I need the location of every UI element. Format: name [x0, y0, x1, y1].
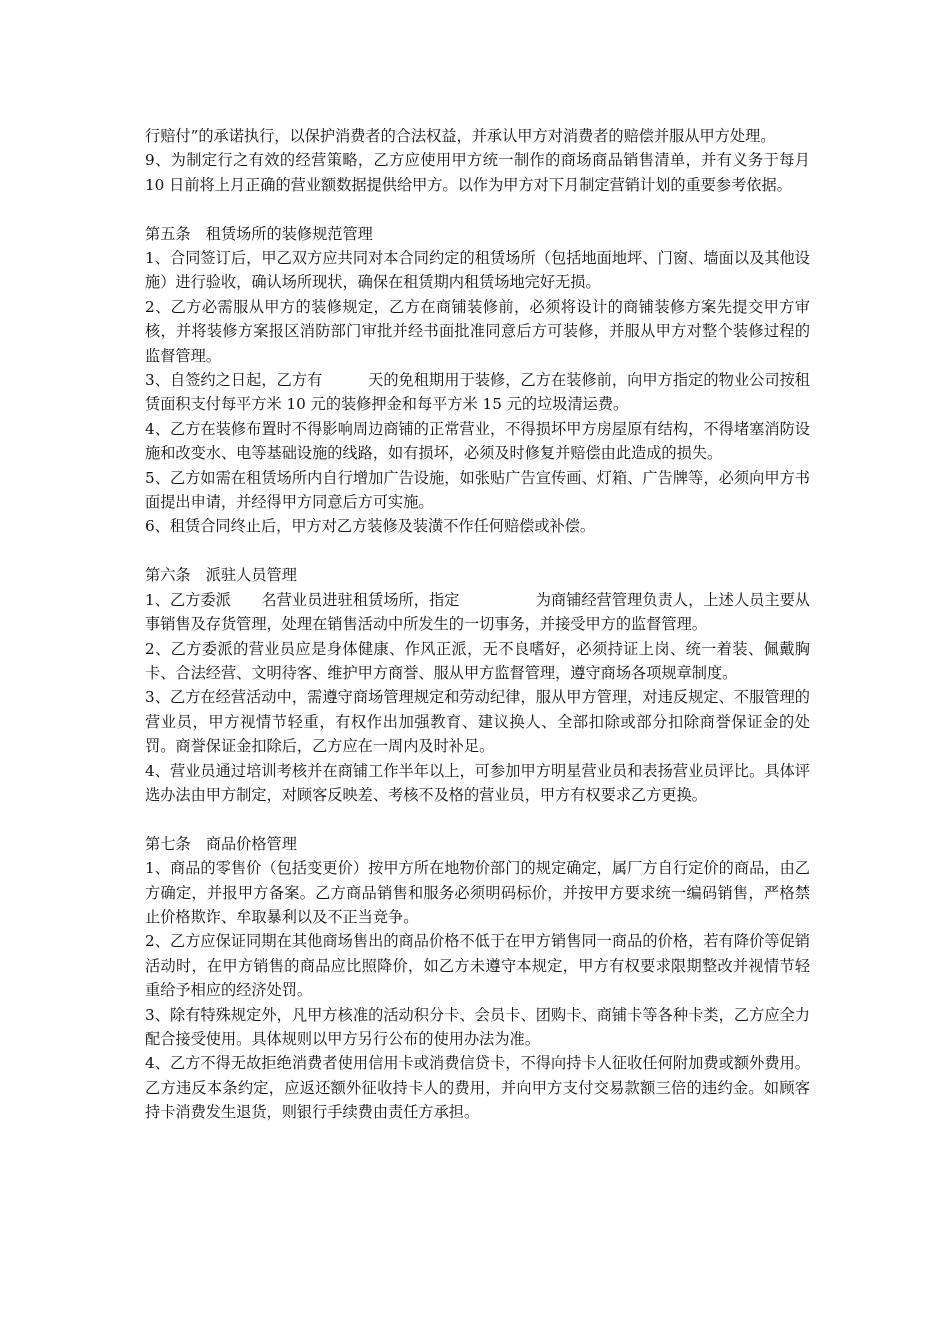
paragraph: 9、为制定行之有效的经营策略，乙方应使用甲方统一制作的商场商品销售清单，并有义务于每月 10 日前将上月正确的营业额数据提供给甲方。以作为甲方对下月制定营销计划的重要参考依据。: [145, 151, 810, 194]
paragraph: 5、乙方如需在租赁场所内自行增加广告设施，如张贴广告宣传画、灯箱、广告牌等，必须向甲方书面提出申请，并经得甲方同意后方可实施。: [145, 468, 810, 512]
paragraph: 2、乙方必需服从甲方的装修规定，乙方在商铺装修前，必须将设计的商铺装修方案先提交甲方审核，并将装修方案报区消防部门审批并经书面批准同意后方可装修，并服从甲方对整个装修过程的监督管理。: [145, 297, 810, 365]
paragraph: 4、营业员通过培训考核并在商铺工作半年以上，可参加甲方明星营业员和表扬营业员评比。具体评选办法由甲方制定，对顾客反映差、考核不及格的营业员，甲方有权要求乙方更换。: [145, 761, 810, 804]
section-heading: 第七条 商品价格管理: [145, 834, 297, 853]
paragraph: 3、除有特殊规定外，凡甲方核准的活动积分卡、会员卡、团购卡、商铺卡等各种卡类，乙方应全力配合接受使用。具体规则以甲方另行公布的使用办法为准。: [145, 1005, 810, 1048]
paragraph: 2、乙方委派的营业员应是身体健康、作风正派，无不良嗜好，必须持证上岗、统一着装、佩戴胸卡、合法经营、文明待客、维护甲方商誉、服从甲方监督管理，遵守商场各项规章制度。: [145, 639, 810, 682]
document-body: [145, 124, 810, 1125]
paragraph: 4、乙方不得无故拒绝消费者使用信用卡或消费信贷卡，不得向持卡人征收任何附加费或额外费用。乙方违反本条约定，应返还额外征收持卡人的费用，并向甲方支付交易款额三倍的违约金。如顾客持卡消费发生退货，则银行手续费由责任方承担。: [145, 1054, 810, 1122]
paragraph: 1、商品的零售价（包括变更价）按甲方所在地物价部门的规定确定，属厂方自行定价的商品，由乙方确定，并报甲方备案。乙方商品销售和服务必须明码标价，并按甲方要求统一编码销售，严格禁止价格欺诈、牟取暴利以及不正当竞争。: [145, 859, 810, 926]
paragraph: 3、乙方在经营活动中，需遵守商场管理规定和劳动纪律，服从甲方管理，对违反规定、不服管理的营业员，甲方视情节轻重，有权作出加强教育、建议换人、全部扣除或部分扣除商誉保证金的处罚。商誉保证金扣除后，乙方应在一周内及时补足。: [145, 688, 810, 756]
section-heading: 第五条 租赁场所的装修规范管理: [145, 224, 373, 243]
paragraph: 4、乙方在装修布置时不得影响周边商铺的正常营业，不得损坏甲方房屋原有结构，不得堵塞消防设施和改变水、电等基础设施的线路，如有损坏，必须及时修复并赔偿由此造成的损失。: [145, 419, 810, 463]
paragraph: 6、租赁合同终止后，甲方对乙方装修及装潢不作任何赔偿或补偿。: [145, 517, 596, 536]
paragraph: 1、合同签订后，甲乙双方应共同对本合同约定的租赁场所（包括地面地坪、门窗、墙面以及其他设施）进行验收，确认场所现状，确保在租赁期内租赁场地完好无损。: [145, 249, 810, 292]
paragraph: 1、乙方委派 名营业员进驻租赁场所，指定 为商铺经营管理负责人，上述人员主要从事销售及存货管理，处理在销售活动中所发生的一切事务，并接受甲方的监督管理。: [145, 590, 810, 634]
section-article-5: [145, 222, 810, 539]
paragraph: 行赔付”的承诺执行，以保护消费者的合法权益，并承认甲方对消费者的赔偿并服从甲方处理。: [145, 127, 776, 145]
section-article-7: [145, 832, 810, 1125]
paragraph: 3、自签约之日起，乙方有 天的免租期用于装修，乙方在装修前，向甲方指定的物业公司按租赁面积支付每平方米 10 元的装修押金和每平方米 15 元的垃圾清运费。: [145, 371, 810, 414]
section-article-6: [145, 563, 810, 807]
section-heading: 第六条 派驻人员管理: [145, 566, 297, 585]
paragraph: 2、乙方应保证同期在其他商场售出的商品价格不低于在甲方销售同一商品的价格，若有降价等促销活动时，在甲方销售的商品应比照降价，如乙方未遵守本规定，甲方有权要求限期整改并视情节轻重给予相应的经济处罚。: [145, 932, 810, 1000]
